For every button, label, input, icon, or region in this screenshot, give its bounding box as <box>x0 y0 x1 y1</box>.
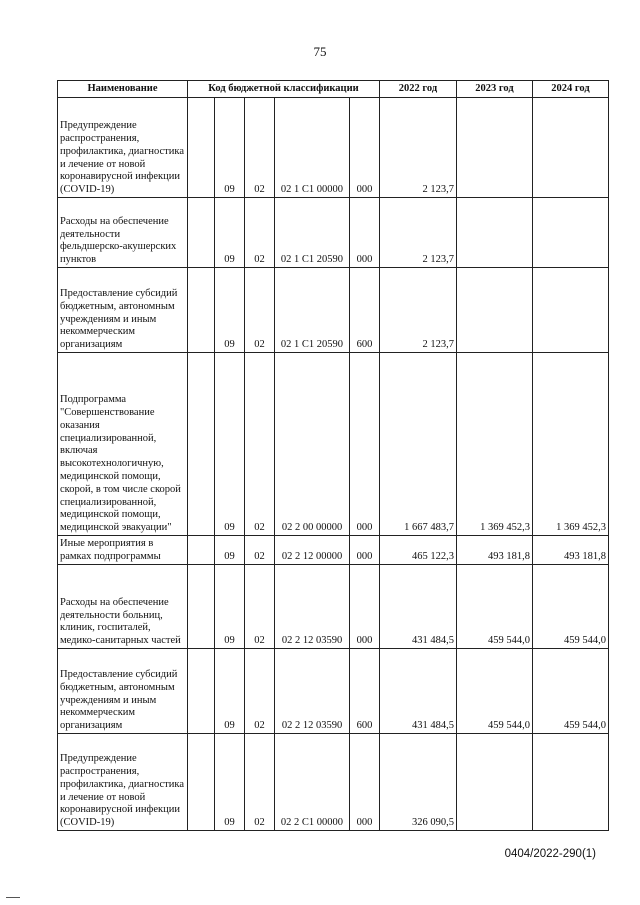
value-2023 <box>457 198 533 268</box>
value-2023: 493 181,8 <box>457 536 533 565</box>
code-expense-type: 000 <box>350 98 380 198</box>
row-name: Расходы на обеспечение деятельности больниц, клиник, госпиталей, медико-санитарных частей <box>58 565 188 649</box>
code-expense-type: 000 <box>350 198 380 268</box>
table-row <box>58 98 609 198</box>
table-header-row <box>58 81 609 98</box>
blank-cell <box>188 353 215 536</box>
table-row <box>58 536 609 565</box>
value-2023: 459 544,0 <box>457 649 533 734</box>
code-subsection: 02 <box>245 98 275 198</box>
value-2023 <box>457 98 533 198</box>
blank-cell <box>188 536 215 565</box>
row-name: Предоставление субсидий бюджетным, автономным учреждениям и иным некоммерческим организациям <box>58 649 188 734</box>
code-target: 02 2 12 03590 <box>275 649 350 734</box>
value-2024 <box>533 198 609 268</box>
row-name: Предупреждение распространения, профилактика, диагностика и лечение от новой коронавирусной инфекции (COVID-19) <box>58 98 188 198</box>
blank-cell <box>188 649 215 734</box>
table-row <box>58 353 609 536</box>
code-section: 09 <box>215 353 245 536</box>
table-row <box>58 565 609 649</box>
code-expense-type: 000 <box>350 353 380 536</box>
code-section: 09 <box>215 98 245 198</box>
value-2024 <box>533 268 609 353</box>
value-2024: 1 369 452,3 <box>533 353 609 536</box>
value-2022: 2 123,7 <box>380 98 457 198</box>
budget-table <box>57 80 609 831</box>
value-2023 <box>457 734 533 831</box>
code-section: 09 <box>215 649 245 734</box>
value-2024: 459 544,0 <box>533 649 609 734</box>
code-target: 02 2 00 00000 <box>275 353 350 536</box>
page-number: 75 <box>313 44 327 59</box>
code-section: 09 <box>215 198 245 268</box>
code-expense-type: 000 <box>350 536 380 565</box>
scan-artifact-mark <box>6 897 20 898</box>
blank-cell <box>188 98 215 198</box>
header-2023: 2023 год <box>457 81 533 98</box>
value-2024: 459 544,0 <box>533 565 609 649</box>
code-section: 09 <box>215 565 245 649</box>
value-2022: 465 122,3 <box>380 536 457 565</box>
code-subsection: 02 <box>245 198 275 268</box>
table-row <box>58 268 609 353</box>
code-target: 02 2 12 03590 <box>275 565 350 649</box>
header-2022: 2022 год <box>380 81 457 98</box>
row-name: Предоставление субсидий бюджетным, автономным учреждениям и иным некоммерческим организациям <box>58 268 188 353</box>
value-2022: 431 484,5 <box>380 565 457 649</box>
code-expense-type: 000 <box>350 565 380 649</box>
table-row <box>58 734 609 831</box>
code-subsection: 02 <box>245 734 275 831</box>
table-row <box>58 649 609 734</box>
row-name: Иные мероприятия в рамках подпрограммы <box>58 536 188 565</box>
code-subsection: 02 <box>245 536 275 565</box>
row-name: Расходы на обеспечение деятельности фельдшерско-акушерских пунктов <box>58 198 188 268</box>
header-2024: 2024 год <box>533 81 609 98</box>
code-subsection: 02 <box>245 268 275 353</box>
code-section: 09 <box>215 536 245 565</box>
code-target: 02 2 С1 00000 <box>275 734 350 831</box>
value-2022: 2 123,7 <box>380 198 457 268</box>
document-id: 0404/2022-290(1) <box>504 848 596 860</box>
code-target: 02 1 С1 20590 <box>275 268 350 353</box>
code-subsection: 02 <box>245 353 275 536</box>
value-2023: 459 544,0 <box>457 565 533 649</box>
code-expense-type: 600 <box>350 268 380 353</box>
code-target: 02 1 С1 00000 <box>275 98 350 198</box>
header-name: Наименование <box>58 81 188 98</box>
blank-cell <box>188 198 215 268</box>
code-section: 09 <box>215 268 245 353</box>
table-row <box>58 198 609 268</box>
row-name: Предупреждение распространения, профилактика, диагностика и лечение от новой коронавирусной инфекции (COVID-19) <box>58 734 188 831</box>
header-code: Код бюджетной классификации <box>188 81 380 98</box>
value-2022: 326 090,5 <box>380 734 457 831</box>
code-target: 02 2 12 00000 <box>275 536 350 565</box>
code-subsection: 02 <box>245 649 275 734</box>
row-name: Подпрограмма "Совершенствование оказания специализированной, включая высокотехнологичную, медицинской помощи, скорой, в том числе скорой специализированной, медицинской помощи, медицинской эвакуации" <box>58 353 188 536</box>
value-2023 <box>457 268 533 353</box>
value-2023: 1 369 452,3 <box>457 353 533 536</box>
blank-cell <box>188 268 215 353</box>
code-subsection: 02 <box>245 565 275 649</box>
code-target: 02 1 С1 20590 <box>275 198 350 268</box>
value-2022: 431 484,5 <box>380 649 457 734</box>
code-expense-type: 600 <box>350 649 380 734</box>
blank-cell <box>188 565 215 649</box>
value-2022: 2 123,7 <box>380 268 457 353</box>
value-2022: 1 667 483,7 <box>380 353 457 536</box>
blank-cell <box>188 734 215 831</box>
code-expense-type: 000 <box>350 734 380 831</box>
value-2024: 493 181,8 <box>533 536 609 565</box>
value-2024 <box>533 734 609 831</box>
value-2024 <box>533 98 609 198</box>
code-section: 09 <box>215 734 245 831</box>
